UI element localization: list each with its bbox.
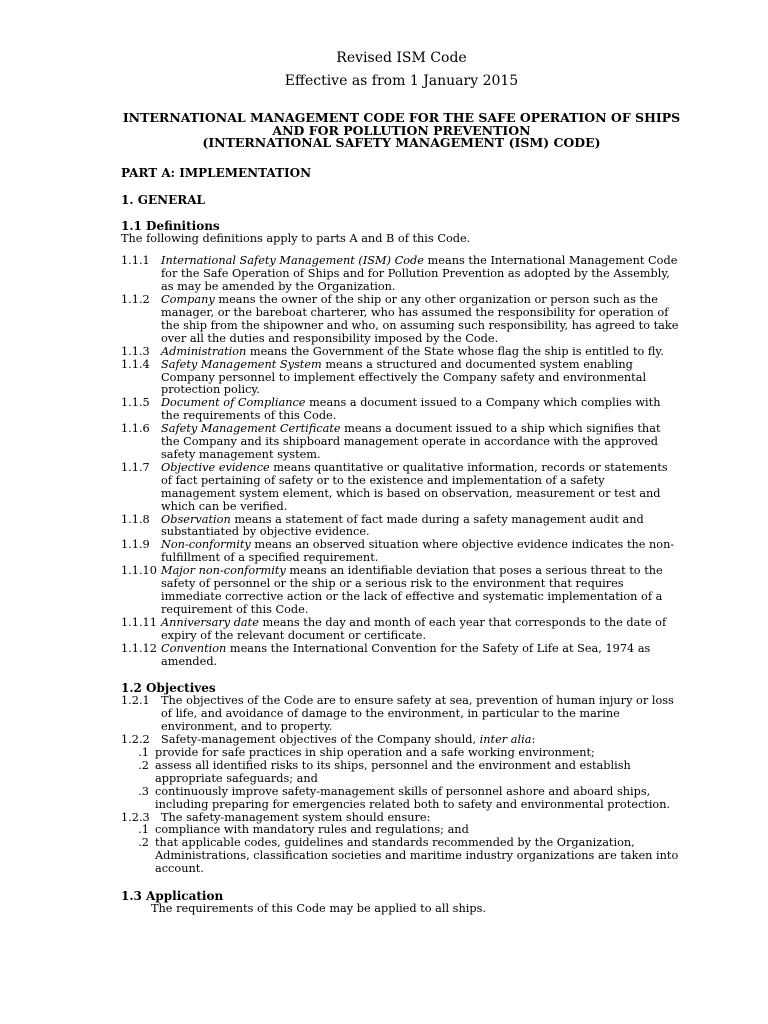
section-heading-general: 1. GENERAL <box>121 192 205 207</box>
definition-number: 1.1.6 <box>121 422 150 436</box>
definition-text: means the International Management Code for the Safe Operation of Ships and for Pollution Prevention as adopted by the Assembly, as may be amended by the Organization. <box>161 254 678 294</box>
definition-text: means the Government of the State whose flag the ship is entitled to fly. <box>246 344 664 358</box>
definition-item <box>121 617 682 643</box>
definition-term: International Safety Management (ISM) Code <box>161 254 424 268</box>
definition-number: 1.1.8 <box>121 512 150 526</box>
definition-number: 1.1.5 <box>121 396 150 410</box>
definition-item <box>121 565 682 617</box>
definition-text: means a statement of fact made during a safety management audit and substantiated by objective evidence. <box>161 512 644 539</box>
definition-text: means the day and month of each year that corresponds to the date of expiry of the relevant document or certificate. <box>161 615 667 642</box>
definition-number: 1.1.4 <box>121 357 150 371</box>
definition-number: 1.1.9 <box>121 538 150 552</box>
definition-number: 1.1.2 <box>121 293 150 307</box>
definition-number: 1.1.11 <box>121 615 157 629</box>
paragraph-number: 1.2.1 <box>121 694 150 708</box>
definition-term: Observation <box>161 512 231 526</box>
sub-item-text: continuously improve safety-management skills of personnel ashore and aboard ships, including preparing for emergencies related both to safety and environmental protection. <box>155 784 671 811</box>
definition-term: Administration <box>161 344 247 358</box>
paragraph-number: 1.2.2 <box>121 733 150 747</box>
definition-term: Company <box>161 293 215 307</box>
definition-term: Anniversary date <box>161 615 259 629</box>
definition-text: means the owner of the ship or any other organization or person such as the manager, or the bareboat charterer, who has assumed the responsibility for operation of the ship from the shipowner and who, on assuming such responsibility, has agreed to take over all the duties and responsibility imposed by the Code. <box>161 293 679 345</box>
definition-term: Convention <box>161 641 227 655</box>
definition-text: means quantitative or qualitative information, records or statements of fact pertaining of safety or to the existence and implementation of a safety management system element, which is based on observation, measurement or test and which can be verified. <box>161 460 668 513</box>
title-line-3: (INTERNATIONAL SAFETY MANAGEMENT (ISM) CODE) <box>202 135 601 150</box>
sub-item <box>121 760 682 786</box>
objective-paragraph <box>121 695 682 734</box>
application-heading: 1.3 Application <box>121 889 224 904</box>
definition-item <box>121 397 682 423</box>
paragraph-text: The objectives of the Code are to ensure safety at sea, prevention of human injury or loss of life, and avoidance of damage to the environment, in particular to the marine environment, and to property. <box>161 694 674 734</box>
definitions-intro: The following definitions apply to parts A and B of this Code. <box>121 231 471 245</box>
definition-item <box>121 539 682 565</box>
sub-item-text: provide for safe practices in ship operation and a safe working environment; <box>155 746 595 760</box>
objectives-heading: 1.2 Objectives <box>121 681 216 696</box>
sub-item <box>121 837 682 876</box>
definition-term: Major non-conformity <box>161 564 286 578</box>
definition-number: 1.1.12 <box>121 641 157 655</box>
definition-number: 1.1.10 <box>121 564 157 578</box>
definition-text: means a structured and documented system enabling Company personnel to implement effectively the Company safety and environmental protection policy. <box>161 357 647 397</box>
document-header <box>121 47 682 93</box>
definition-term: Safety Management Certificate <box>161 422 341 436</box>
header-title: Revised ISM Code <box>336 50 467 66</box>
definition-item <box>121 423 682 462</box>
definition-item <box>121 462 682 514</box>
paragraph-text: The safety-management system should ensure: <box>161 810 431 824</box>
sub-item-number: .2 <box>138 836 149 850</box>
definitions-heading: 1.1 Definitions <box>121 218 220 233</box>
definition-term: Document of Compliance <box>161 396 306 410</box>
sub-item-text: that applicable codes, guidelines and standards recommended by the Organization, Administrations, classification societies and maritime industry organizations are taken into account. <box>155 836 679 876</box>
paragraph-text: Safety-management objectives of the Company should, <box>161 733 477 747</box>
definition-text: means a document issued to a Company which complies with the requirements of this Code. <box>161 396 661 423</box>
definition-number: 1.1.1 <box>121 254 150 268</box>
definition-item <box>121 643 682 669</box>
sub-item-number: .3 <box>138 784 149 798</box>
definition-item <box>121 294 682 346</box>
definition-term: Safety Management System <box>161 357 322 371</box>
definition-text: means a document issued to a ship which signifies that the Company and its shipboard management operate in accordance with the approved safety management system. <box>161 422 661 461</box>
sub-item <box>121 747 682 760</box>
definition-item <box>121 514 682 540</box>
sub-item-text: compliance with mandatory rules and regulations; and <box>155 823 469 837</box>
header-effective-date: Effective as from 1 January 2015 <box>284 73 519 89</box>
document-title <box>121 112 682 150</box>
definition-term: Non-conformity <box>161 538 251 552</box>
definition-text: means the International Convention for the Safety of Life at Sea, 1974 as amended. <box>161 641 651 668</box>
definition-number: 1.1.7 <box>121 460 150 474</box>
definitions-list <box>121 255 682 668</box>
part-heading: PART A: IMPLEMENTATION <box>121 165 312 180</box>
sub-item-number: .1 <box>138 823 149 837</box>
definition-text: means an identifiable deviation that poses a serious threat to the safety of personnel or the ship or a serious risk to the environment that requires immediate corrective action or the lack of effective and systematic implementation of a requirement of this Code. <box>161 564 663 616</box>
title-line-1: INTERNATIONAL MANAGEMENT CODE FOR THE SAFE OPERATION OF SHIPS <box>122 110 681 125</box>
definition-text: means an observed situation where objective evidence indicates the non-fulfillment of a specified requirement. <box>161 538 675 565</box>
paragraph-tail: : <box>531 733 536 747</box>
application-text: The requirements of this Code may be applied to all ships. <box>151 902 486 916</box>
sub-item <box>121 786 682 812</box>
sub-item-number: .2 <box>138 758 149 772</box>
paragraph-number: 1.2.3 <box>121 810 150 824</box>
definition-item <box>121 359 682 398</box>
definition-term: Objective evidence <box>161 460 270 474</box>
title-line-2: AND FOR POLLUTION PREVENTION <box>272 122 531 138</box>
paragraph-term: inter alia <box>479 733 532 747</box>
definition-number: 1.1.3 <box>121 344 150 358</box>
sub-item-text: assess all identified risks to its ships, personnel and the environment and establish appropriate safeguards; and <box>155 758 631 785</box>
definition-item <box>121 255 682 294</box>
sub-item-number: .1 <box>138 746 149 760</box>
